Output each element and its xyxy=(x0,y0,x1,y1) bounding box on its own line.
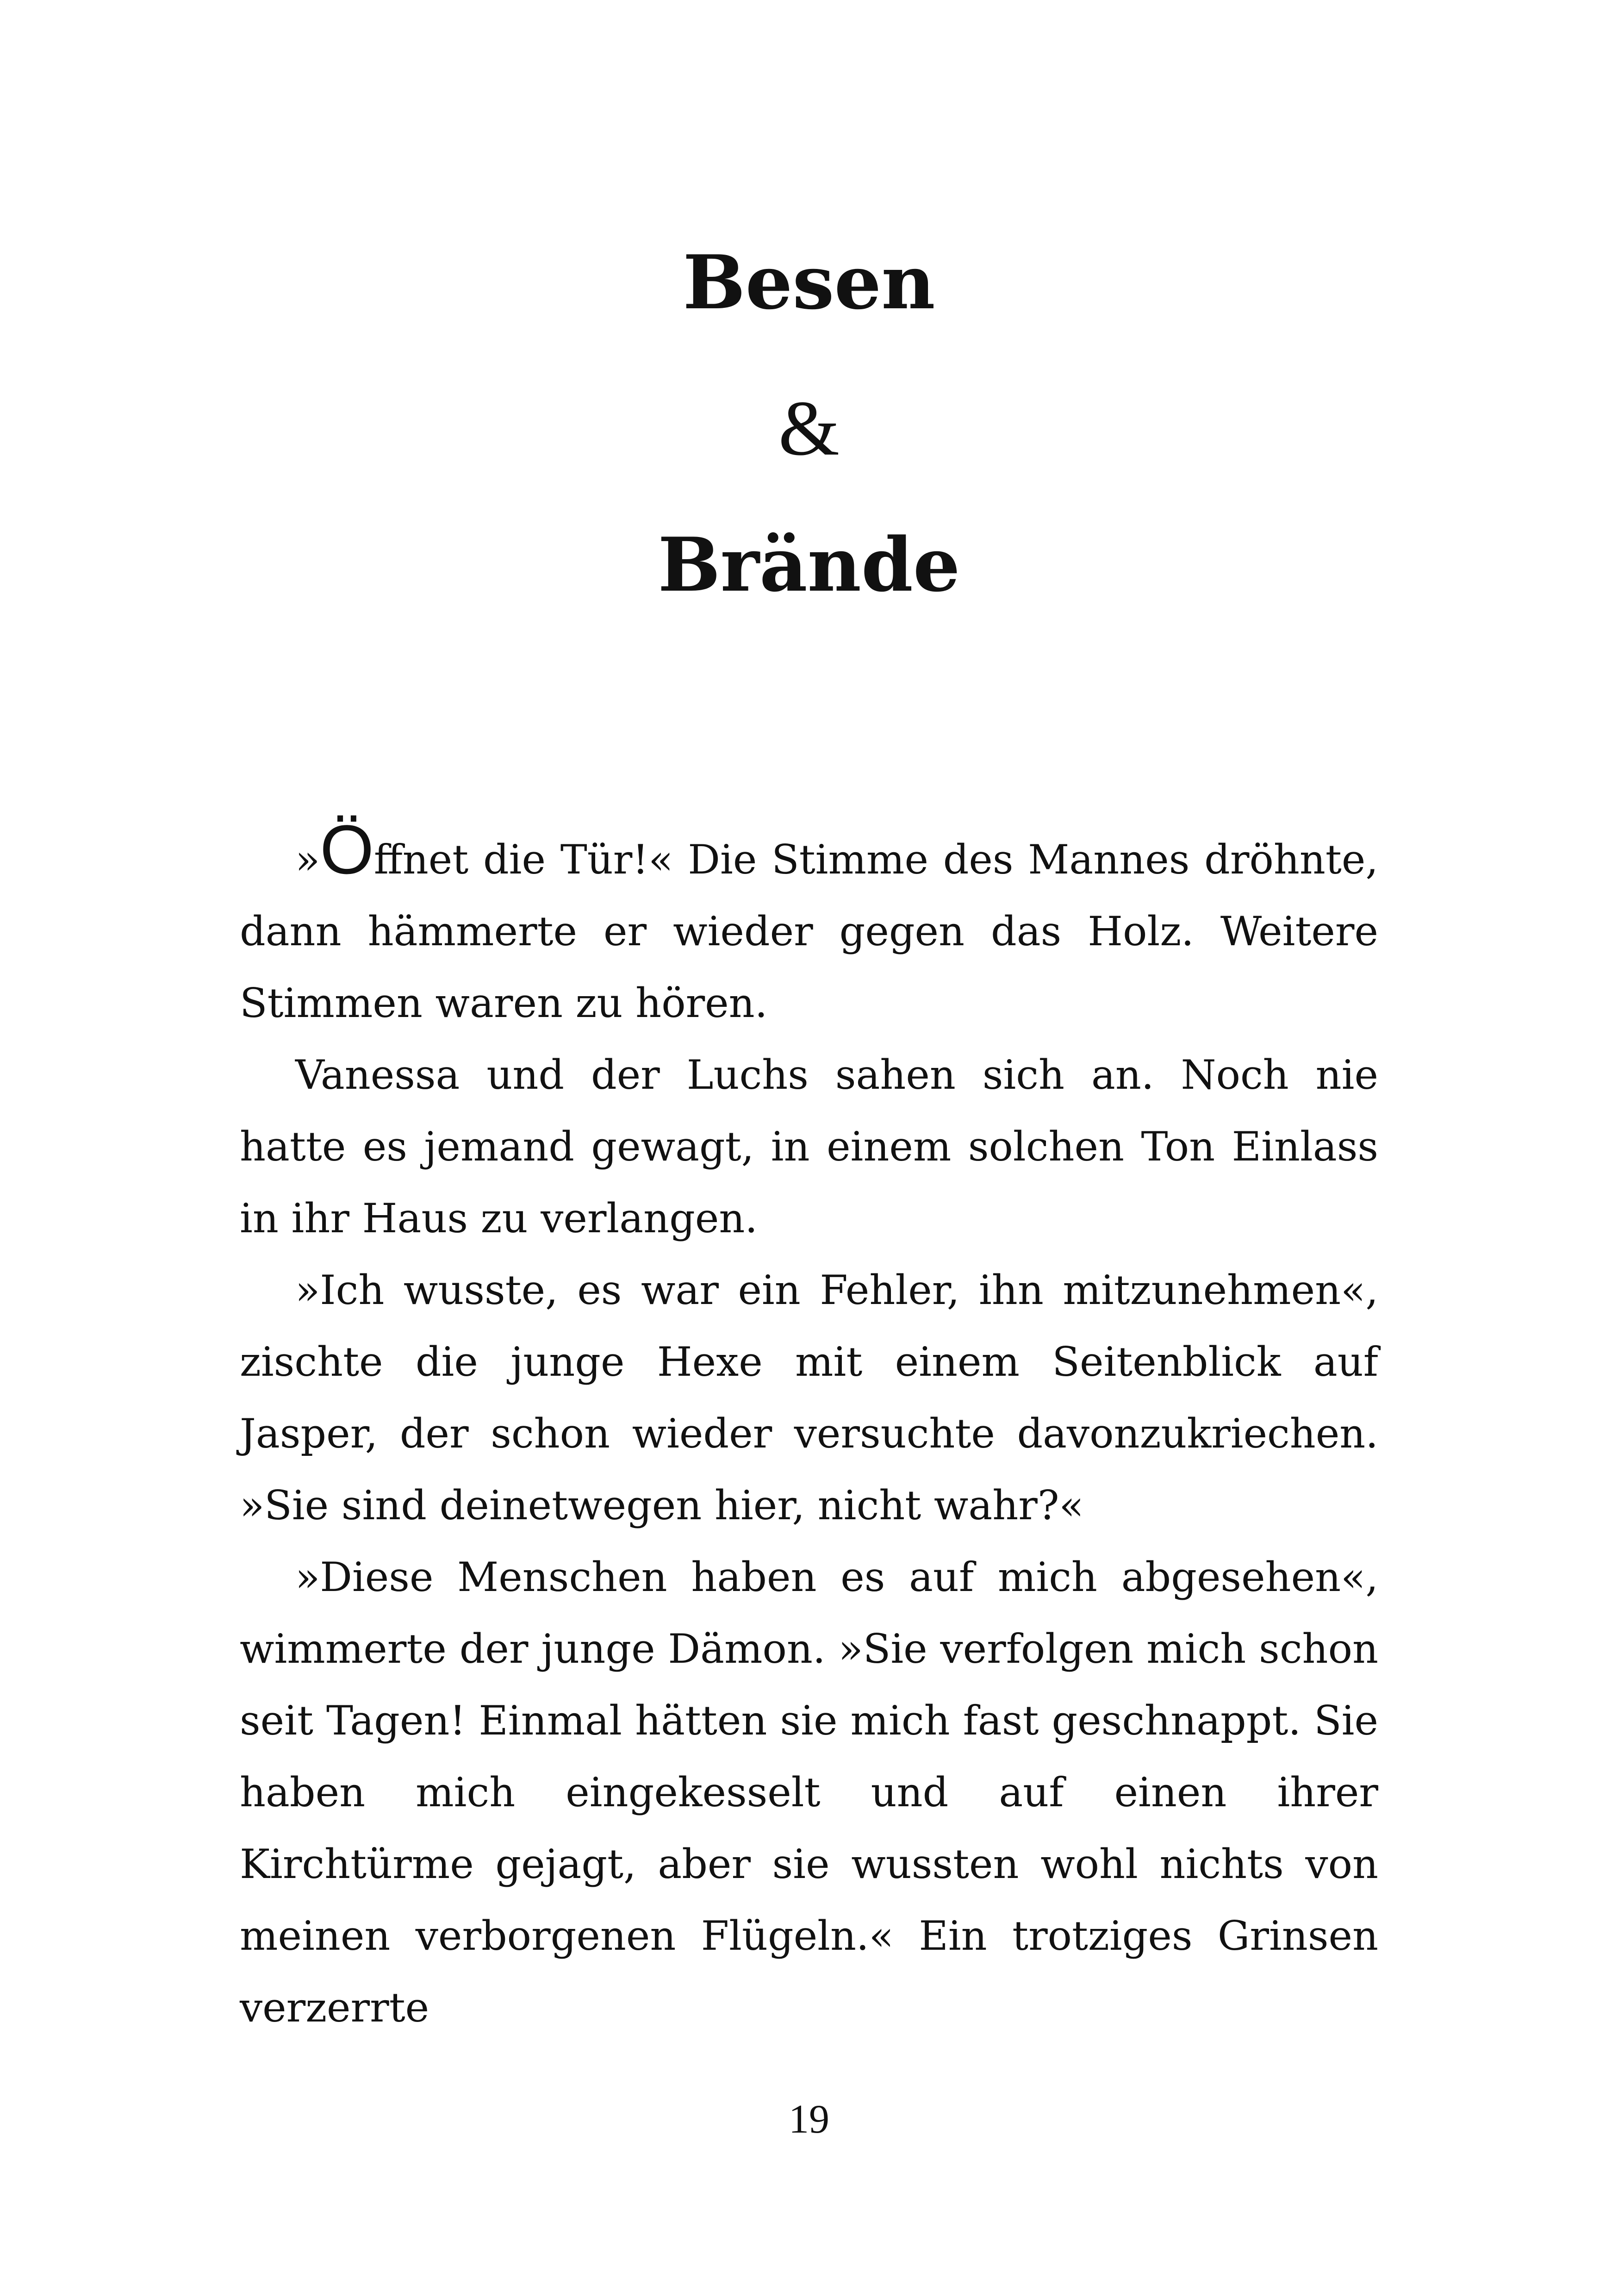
paragraph-3: »Ich wusste, es war ein Fehler, ihn mitzunehmen«, zischte die junge Hexe mit einem Seitenblick auf Jasper, der schon wieder versuchte davonzukriechen. »Sie sind deinetwegen hier, nicht wahr?« xyxy=(240,1267,1378,1529)
paragraph-1-text: ffnet die Tür!« Die Stimme des Mannes dröhnte, dann hämmerte er wieder gegen das Holz. Weitere Stimmen waren zu hören. xyxy=(240,836,1378,1027)
chapter-title-ampersand: & xyxy=(778,385,840,472)
page-number: 19 xyxy=(789,2097,829,2142)
initial-letter: Ö xyxy=(320,811,374,888)
paragraph-4: »Diese Menschen haben es auf mich abgesehen«, wimmerte der junge Dämon. »Sie verfolgen mich schon seit Tagen! Einmal hätten sie mich fast geschnappt. Sie haben mich eingekesselt und auf einen ihrer Kirchtürme gejagt, aber sie wussten wohl nichts von meinen verborgenen Flügeln.« Ein trotziges Grinsen verzerrte xyxy=(240,1554,1378,2031)
chapter-title-line-1: Besen xyxy=(683,239,935,326)
chapter-title-line-3: Brände xyxy=(658,521,960,608)
paragraph-2: Vanessa und der Luchs sahen sich an. Noch nie hatte es jemand gewagt, in einem solchen Ton Einlass in ihr Haus zu verlangen. xyxy=(240,1051,1378,1242)
opening-quote: » xyxy=(295,836,320,883)
paragraph-1 xyxy=(240,811,1378,1039)
chapter-body xyxy=(240,811,1378,2044)
